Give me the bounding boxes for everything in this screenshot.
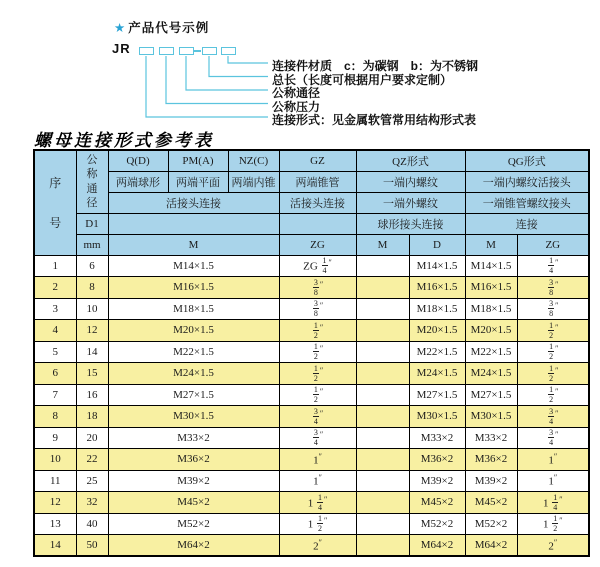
- nut-connection-table: [33, 149, 590, 557]
- cell: 12: [76, 320, 108, 342]
- cell: M14×1.5: [465, 255, 517, 277]
- cell: 16: [76, 384, 108, 406]
- table-row: [34, 449, 589, 471]
- cell: [356, 341, 409, 363]
- fraction: $\frac{1}{2}$: [549, 363, 554, 383]
- col-qz-sub: 一端内螺纹: [356, 171, 465, 192]
- cell: [356, 320, 409, 342]
- cell: M14×1.5: [108, 255, 279, 277]
- code-legend-item: 公称压力: [272, 99, 321, 114]
- fraction: $\frac{1}{2}$: [553, 514, 558, 534]
- cell: M52×2: [409, 513, 465, 535]
- cell: M22×1.5: [465, 341, 517, 363]
- cell: $\frac{3}{4}$ ″: [279, 406, 356, 428]
- cell: [356, 470, 409, 492]
- cell: M20×1.5: [409, 320, 465, 342]
- fraction: $\frac{3}{4}$: [313, 406, 318, 426]
- cell: 14: [76, 341, 108, 363]
- cell: [356, 277, 409, 299]
- cell: M64×2: [108, 535, 279, 557]
- qz-d-label: D: [409, 234, 465, 255]
- cell: 10: [34, 449, 76, 471]
- cell: M33×2: [108, 427, 279, 449]
- table-row: [34, 427, 589, 449]
- cell: $\frac{1}{2}$ ″: [517, 384, 589, 406]
- cell: $\frac{3}{4}$ ″: [517, 427, 589, 449]
- cell: M30×1.5: [409, 406, 465, 428]
- cell: M18×1.5: [465, 298, 517, 320]
- cell: 1″: [517, 470, 589, 492]
- header-row-5: [34, 234, 589, 255]
- product-code-prefix: JR: [112, 41, 131, 56]
- cell: M18×1.5: [108, 298, 279, 320]
- cell: 4: [34, 320, 76, 342]
- header-row-3: [34, 192, 589, 213]
- qz-conn-label: 球形接头连接: [356, 213, 465, 234]
- cell: 5: [34, 341, 76, 363]
- cell: M52×2: [108, 513, 279, 535]
- cell: 1 $\frac{1}{4}$ ″: [517, 492, 589, 514]
- fraction: $\frac{1}{4}$: [322, 256, 327, 276]
- fraction: $\frac{1}{2}$: [549, 385, 554, 405]
- cell: $\frac{1}{2}$ ″: [279, 341, 356, 363]
- cell: M39×2: [108, 470, 279, 492]
- fraction: $\frac{1}{2}$: [317, 514, 322, 534]
- table-row: [34, 470, 589, 492]
- cell: $\frac{1}{2}$ ″: [279, 384, 356, 406]
- cell: 8: [34, 406, 76, 428]
- cell: 6: [76, 255, 108, 277]
- cell: 32: [76, 492, 108, 514]
- cell: [356, 535, 409, 557]
- cell: [356, 255, 409, 277]
- cell: M39×2: [409, 470, 465, 492]
- fraction: $\frac{3}{4}$: [549, 406, 554, 426]
- qg-zg-label: ZG: [517, 234, 589, 255]
- cell: 1: [34, 255, 76, 277]
- cell: M36×2: [108, 449, 279, 471]
- cell: 13: [34, 513, 76, 535]
- qg-sub2: 一端锥管螺纹接头: [465, 192, 589, 213]
- col-seq: 序号: [34, 150, 76, 255]
- cell: 25: [76, 470, 108, 492]
- d1-label: D1: [76, 213, 108, 234]
- qg-m-label: M: [465, 234, 517, 255]
- cell: 1 $\frac{1}{4}$ ″: [279, 492, 356, 514]
- col-gz-sub: 两端锥管: [279, 171, 356, 192]
- cell: M33×2: [409, 427, 465, 449]
- cell: M14×1.5: [409, 255, 465, 277]
- col-qd: Q(D): [108, 150, 168, 171]
- cell: 1″: [279, 449, 356, 471]
- header-row-2: [34, 171, 589, 192]
- cell: ZG $\frac{1}{4}$ ″: [279, 255, 356, 277]
- code-legend-item: 公称通径: [272, 86, 321, 100]
- cell: 20: [76, 427, 108, 449]
- cell: [356, 298, 409, 320]
- table-row: [34, 320, 589, 342]
- product-code-heading-text: 产品代号示例: [128, 21, 210, 35]
- cell: 10: [76, 298, 108, 320]
- col-qg-sub: 一端内螺纹活接头: [465, 171, 589, 192]
- cell: M33×2: [465, 427, 517, 449]
- col-gz: GZ: [279, 150, 356, 171]
- cell: 3: [34, 298, 76, 320]
- cell: $\frac{3}{8}$ ″: [517, 298, 589, 320]
- cell: 2″: [279, 535, 356, 557]
- fraction: $\frac{1}{2}$: [313, 363, 318, 383]
- cell: 2″: [517, 535, 589, 557]
- joint-label: 活接头连接: [108, 192, 279, 213]
- code-legend-item: 总长（长度可根据用户要求定制）: [272, 72, 453, 87]
- cell: 1 $\frac{1}{2}$ ″: [517, 513, 589, 535]
- fraction: $\frac{1}{2}$: [549, 342, 554, 362]
- cell: 40: [76, 513, 108, 535]
- cell: M20×1.5: [108, 320, 279, 342]
- cell: 18: [76, 406, 108, 428]
- fraction: $\frac{3}{4}$: [549, 428, 554, 448]
- cell: 1″: [517, 449, 589, 471]
- cell: M45×2: [108, 492, 279, 514]
- fraction: $\frac{3}{8}$: [313, 277, 318, 297]
- cell: $\frac{3}{8}$ ″: [279, 277, 356, 299]
- cell: $\frac{1}{2}$ ″: [279, 363, 356, 385]
- fraction: $\frac{3}{8}$: [549, 277, 554, 297]
- cell: 14: [34, 535, 76, 557]
- header-row-4: [34, 213, 589, 234]
- cell: M20×1.5: [465, 320, 517, 342]
- cell: M30×1.5: [108, 406, 279, 428]
- table-row: [34, 363, 589, 385]
- cell: M27×1.5: [465, 384, 517, 406]
- cell: M18×1.5: [409, 298, 465, 320]
- table-header: [34, 150, 589, 255]
- cell: $\frac{1}{4}$ ″: [517, 255, 589, 277]
- cell: $\frac{1}{2}$ ″: [279, 320, 356, 342]
- cell: M64×2: [465, 535, 517, 557]
- col-qd-sub: 两端球形: [108, 171, 168, 192]
- cell: $\frac{3}{4}$ ″: [517, 406, 589, 428]
- cell: [356, 384, 409, 406]
- fraction: $\frac{1}{2}$: [313, 320, 318, 340]
- blank-cell: [108, 213, 279, 234]
- cell: $\frac{1}{2}$ ″: [517, 320, 589, 342]
- cell: M24×1.5: [409, 363, 465, 385]
- code-box-5: [221, 47, 236, 55]
- cell: $\frac{1}{2}$ ″: [517, 363, 589, 385]
- m-label: M: [108, 234, 279, 255]
- cell: [356, 427, 409, 449]
- fraction: $\frac{1}{4}$: [549, 256, 554, 276]
- col-dn: 公称通径: [76, 150, 108, 213]
- table-row: [34, 341, 589, 363]
- table-row: [34, 535, 589, 557]
- table-row: [34, 384, 589, 406]
- cell: M24×1.5: [465, 363, 517, 385]
- cell: M16×1.5: [465, 277, 517, 299]
- code-box-1: [139, 47, 154, 55]
- cell: [356, 406, 409, 428]
- cell: 1 $\frac{1}{2}$ ″: [279, 513, 356, 535]
- fraction: $\frac{1}{4}$: [553, 492, 558, 512]
- code-box-3: [179, 47, 194, 55]
- fraction: $\frac{1}{4}$: [317, 492, 322, 512]
- cell: 1″: [279, 470, 356, 492]
- cell: 6: [34, 363, 76, 385]
- cell: M16×1.5: [409, 277, 465, 299]
- cell: M36×2: [409, 449, 465, 471]
- cell: M64×2: [409, 535, 465, 557]
- code-dash: [194, 50, 201, 52]
- table-title: 螺母连接形式参考表: [34, 131, 214, 150]
- qz-m-label: M: [356, 234, 409, 255]
- cell: M36×2: [465, 449, 517, 471]
- cell: M24×1.5: [108, 363, 279, 385]
- cell: 9: [34, 427, 76, 449]
- fraction: $\frac{1}{2}$: [549, 320, 554, 340]
- code-legend-item: 连接件材质 c：为碳钢 b：为不锈钢: [272, 59, 479, 73]
- table-row: [34, 277, 589, 299]
- cell: 22: [76, 449, 108, 471]
- cell: [356, 449, 409, 471]
- cell: $\frac{3}{4}$ ″: [279, 427, 356, 449]
- cell: 2: [34, 277, 76, 299]
- col-qz: QZ形式: [356, 150, 465, 171]
- cell: M52×2: [465, 513, 517, 535]
- blank-cell: [279, 213, 356, 234]
- product-code-heading: [114, 18, 209, 36]
- col-nzc: NZ(C): [228, 150, 279, 171]
- table-row: [34, 492, 589, 514]
- fraction: $\frac{1}{2}$: [313, 342, 318, 362]
- qg-conn-label: 连接: [465, 213, 589, 234]
- table-row: [34, 255, 589, 277]
- col-pma: PM(A): [168, 150, 228, 171]
- cell: [356, 363, 409, 385]
- col-qg: QG形式: [465, 150, 589, 171]
- code-legend-item: 连接形式：见金属软管常用结构形式表: [272, 113, 477, 127]
- cell: $\frac{1}{2}$ ″: [517, 341, 589, 363]
- col-nzc-sub: 两端内锥: [228, 171, 279, 192]
- cell: 8: [76, 277, 108, 299]
- star-icon: ★: [114, 21, 127, 35]
- zg-label: ZG: [279, 234, 356, 255]
- header-row-1: [34, 150, 589, 171]
- cell: 12: [34, 492, 76, 514]
- fraction: $\frac{1}{2}$: [313, 385, 318, 405]
- cell: M39×2: [465, 470, 517, 492]
- cell: $\frac{3}{8}$ ″: [517, 277, 589, 299]
- fraction: $\frac{3}{8}$: [313, 299, 318, 319]
- table-row: [34, 513, 589, 535]
- cell: [356, 492, 409, 514]
- cell: M30×1.5: [465, 406, 517, 428]
- code-box-2: [159, 47, 174, 55]
- gz-joint-label: 活接头连接: [279, 192, 356, 213]
- table-row: [34, 298, 589, 320]
- qz-sub2: 一端外螺纹: [356, 192, 465, 213]
- col-pma-sub: 两端平面: [168, 171, 228, 192]
- fraction: $\frac{3}{8}$: [549, 299, 554, 319]
- cell: 15: [76, 363, 108, 385]
- cell: $\frac{3}{8}$ ″: [279, 298, 356, 320]
- cell: M45×2: [465, 492, 517, 514]
- mm-label: mm: [76, 234, 108, 255]
- cell: [356, 513, 409, 535]
- cell: M27×1.5: [108, 384, 279, 406]
- table-row: [34, 406, 589, 428]
- code-box-4: [202, 47, 217, 55]
- cell: M22×1.5: [409, 341, 465, 363]
- fraction: $\frac{3}{4}$: [313, 428, 318, 448]
- cell: 7: [34, 384, 76, 406]
- cell: M16×1.5: [108, 277, 279, 299]
- cell: M27×1.5: [409, 384, 465, 406]
- cell: M45×2: [409, 492, 465, 514]
- table-body: [34, 255, 589, 556]
- cell: 11: [34, 470, 76, 492]
- cell: 50: [76, 535, 108, 557]
- cell: M22×1.5: [108, 341, 279, 363]
